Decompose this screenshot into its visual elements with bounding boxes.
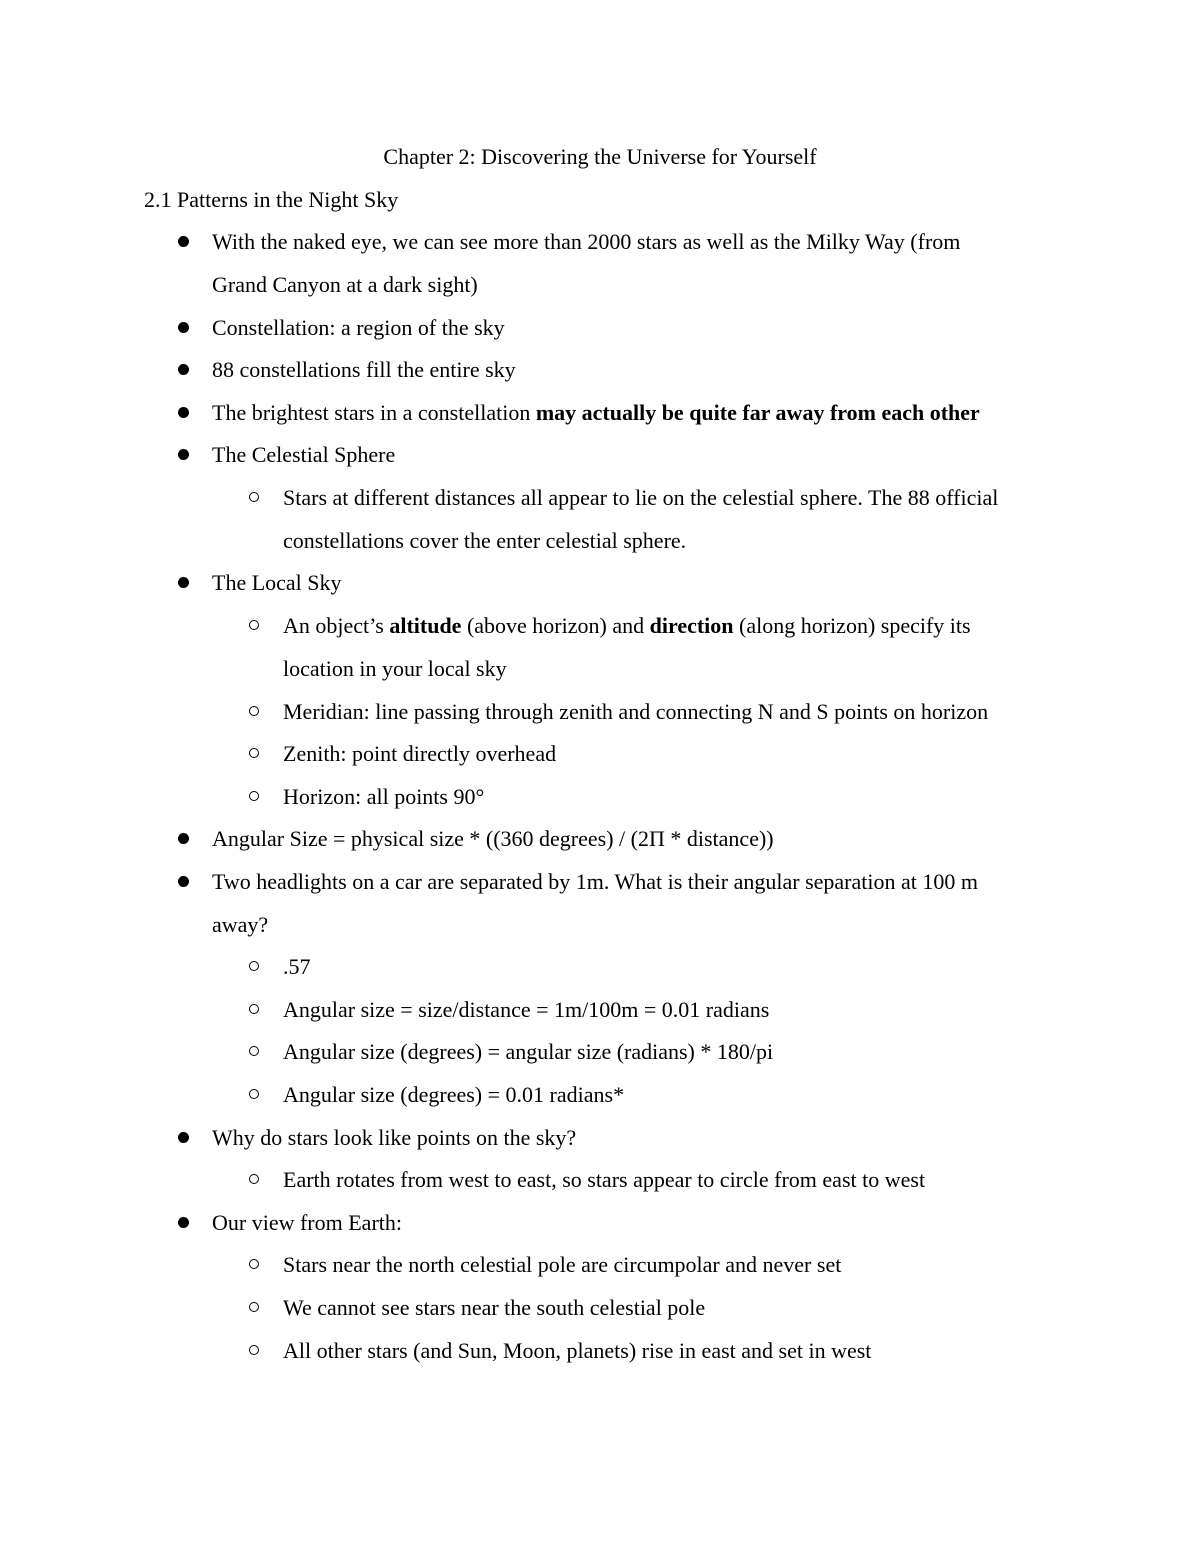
sub-bullet-icon — [249, 1004, 259, 1014]
altitude-text: An object’s — [283, 613, 390, 638]
sub-bullet-icon — [249, 1259, 259, 1269]
sub-item-answer-2: Angular size = size/distance = 1m/100m = 0.01 radians — [283, 997, 770, 1022]
brightest-bold-text: may actually be quite far away from each other — [535, 400, 980, 425]
list-item-naked-eye-cont: Grand Canyon at a dark sight) — [212, 272, 478, 297]
list-item-naked-eye: With the naked eye, we can see more than 2000 stars as well as the Milky Way (from — [212, 229, 961, 254]
list-item-celestial-sphere: The Celestial Sphere — [212, 442, 396, 467]
sub-bullet-icon — [249, 492, 259, 502]
sub-item-meridian: Meridian: line passing through zenith and connecting N and S points on horizon — [283, 699, 989, 724]
bullet-icon — [178, 577, 189, 588]
bullet-icon — [178, 364, 189, 375]
sub-item-celestial-sphere: Stars at different distances all appear to lie on the celestial sphere. The 88 official — [283, 485, 999, 510]
sub-item-altitude — [283, 611, 971, 641]
sub-bullet-icon — [249, 1089, 259, 1099]
altitude-text-2: (above horizon) and — [461, 613, 650, 638]
bullet-icon — [178, 407, 189, 418]
sub-bullet-icon — [249, 791, 259, 801]
bullet-icon — [178, 833, 189, 844]
list-item-headlights: Two headlights on a car are separated by 1m. What is their angular separation at 100 m — [212, 869, 978, 894]
bullet-icon — [178, 449, 189, 460]
sub-bullet-icon — [249, 1302, 259, 1312]
sub-bullet-icon — [249, 1046, 259, 1056]
sub-item-answer-3: Angular size (degrees) = angular size (radians) * 180/pi — [283, 1039, 774, 1064]
brightest-text: The brightest stars in a constellation — [212, 400, 536, 425]
bullet-icon — [178, 322, 189, 333]
sub-item-rotation: Earth rotates from west to east, so stars appear to circle from east to west — [283, 1167, 926, 1192]
list-item-constellation: Constellation: a region of the sky — [212, 315, 505, 340]
list-item-angular-size: Angular Size = physical size * ((360 degrees) / (2Π * distance)) — [212, 826, 774, 851]
sub-bullet-icon — [249, 961, 259, 971]
bullet-icon — [178, 876, 189, 887]
sub-bullet-icon — [249, 748, 259, 758]
list-item-headlights-cont: away? — [212, 912, 269, 937]
sub-item-answer-1: .57 — [283, 954, 311, 979]
list-item-why-points: Why do stars look like points on the sky? — [212, 1125, 577, 1150]
list-item-local-sky: The Local Sky — [212, 570, 342, 595]
sub-bullet-icon — [249, 1174, 259, 1184]
sub-bullet-icon — [249, 1345, 259, 1355]
direction-bold: direction — [649, 613, 734, 638]
sub-item-celestial-sphere-cont: constellations cover the enter celestial sphere. — [283, 528, 687, 553]
section-heading: 2.1 Patterns in the Night Sky — [144, 187, 399, 212]
bullet-icon — [178, 1132, 189, 1143]
sub-item-horizon: Horizon: all points 90° — [283, 784, 485, 809]
list-item-88-constellations: 88 constellations fill the entire sky — [212, 357, 516, 382]
sub-item-answer-4: Angular size (degrees) = 0.01 radians* — [283, 1082, 625, 1107]
sub-bullet-icon — [249, 706, 259, 716]
bullet-icon — [178, 236, 189, 247]
altitude-text-3: (along horizon) specify its — [733, 613, 971, 638]
sub-item-circumpolar: Stars near the north celestial pole are circumpolar and never set — [283, 1252, 842, 1277]
bullet-icon — [178, 1217, 189, 1228]
altitude-bold: altitude — [389, 613, 462, 638]
sub-item-altitude-cont: location in your local sky — [283, 656, 507, 681]
sub-item-south-pole: We cannot see stars near the south celestial pole — [283, 1295, 706, 1320]
chapter-title: Chapter 2: Discovering the Universe for Yourself — [383, 144, 817, 169]
sub-bullet-icon — [249, 620, 259, 630]
sub-item-rise-set: All other stars (and Sun, Moon, planets) rise in east and set in west — [283, 1338, 872, 1363]
sub-item-zenith: Zenith: point directly overhead — [283, 741, 557, 766]
list-item-brightest-stars — [212, 398, 980, 428]
list-item-our-view: Our view from Earth: — [212, 1210, 402, 1235]
